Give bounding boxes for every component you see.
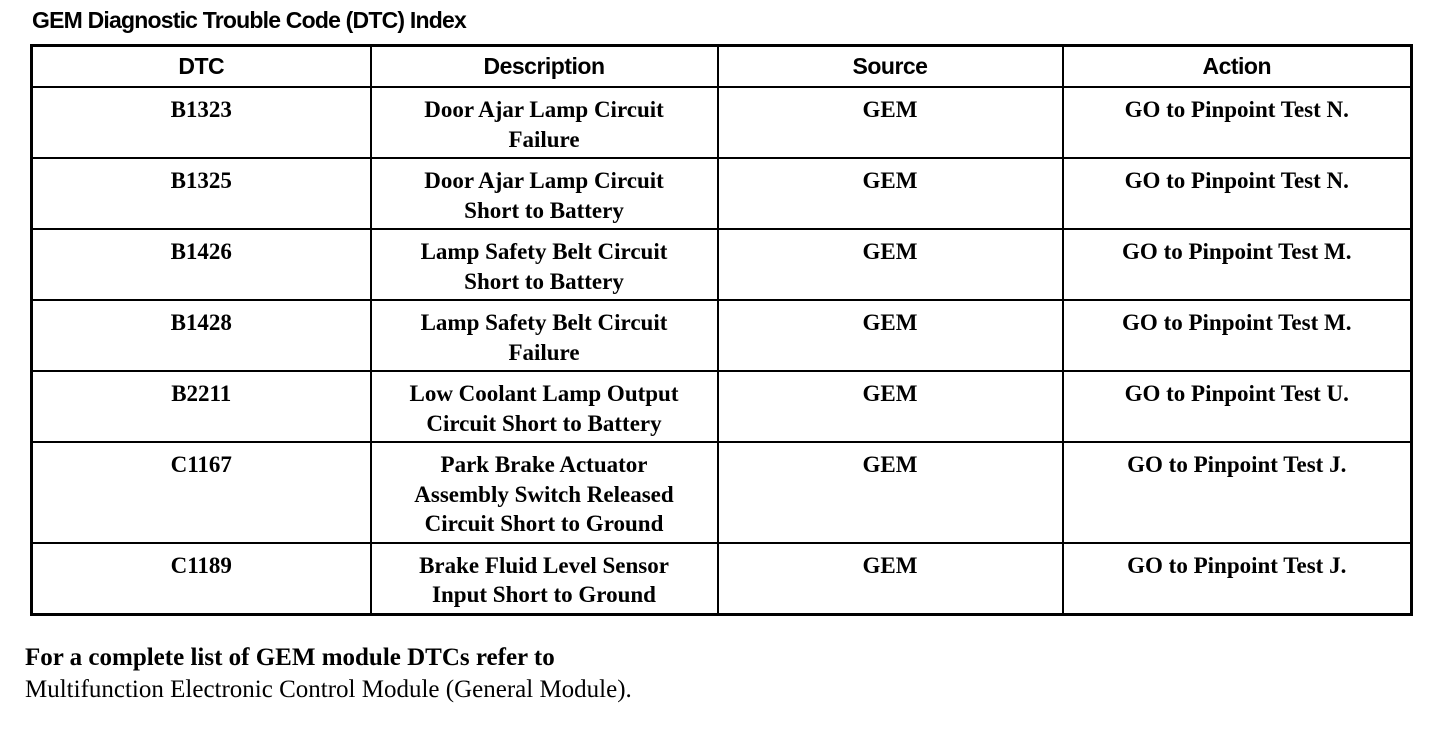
footer-note-line-2: Multifunction Electronic Control Module (General Module). [25,676,632,703]
description-line: Circuit Short to Ground [424,511,664,536]
dtc-action: GO to Pinpoint Test U. [1063,371,1412,442]
dtc-source: GEM [718,300,1063,371]
dtc-description [371,300,718,371]
description-line: Park Brake Actuator [440,452,648,477]
dtc-code: B1325 [32,158,371,229]
dtc-source: GEM [718,158,1063,229]
description-line: Low Coolant Lamp Output [409,381,679,406]
table-row [32,371,1412,442]
table-row [32,543,1412,615]
dtc-action: GO to Pinpoint Test J. [1063,442,1412,543]
dtc-description [371,371,718,442]
dtc-source: GEM [718,87,1063,158]
dtc-code: B1428 [32,300,371,371]
column-header-description: Description [371,46,718,88]
dtc-description [371,229,718,300]
dtc-code: C1167 [32,442,371,543]
description-line: Lamp Safety Belt Circuit [420,310,668,335]
description-line: Input Short to Ground [432,582,656,607]
table-row [32,442,1412,543]
description-line: Failure [508,339,580,365]
description-line: Short to Battery [464,268,624,294]
column-header-action: Action [1063,46,1412,88]
description-line: Assembly Switch Released [414,481,674,507]
dtc-code: C1189 [32,543,371,615]
description-line: Door Ajar Lamp Circuit [424,168,664,193]
page-title: GEM Diagnostic Trouble Code (DTC) Index [32,7,466,33]
dtc-description [371,87,718,158]
dtc-action: GO to Pinpoint Test J. [1063,543,1412,615]
dtc-source: GEM [718,442,1063,543]
dtc-source: GEM [718,229,1063,300]
table-row [32,87,1412,158]
description-line: Failure [508,126,580,152]
dtc-description [371,158,718,229]
dtc-code: B1323 [32,87,371,158]
footer-note-line-1: For a complete list of GEM module DTCs refer to [25,644,555,671]
column-header-source: Source [718,46,1063,88]
description-line: Short to Battery [464,197,624,223]
description-line: Circuit Short to Battery [426,410,662,436]
footer-note [25,642,632,706]
dtc-code: B1426 [32,229,371,300]
description-line: Lamp Safety Belt Circuit [420,239,668,264]
dtc-description [371,442,718,543]
dtc-source: GEM [718,371,1063,442]
description-line: Door Ajar Lamp Circuit [424,97,664,122]
dtc-action: GO to Pinpoint Test M. [1063,300,1412,371]
dtc-source: GEM [718,543,1063,615]
dtc-index-table [30,44,1413,616]
table-row [32,229,1412,300]
dtc-code: B2211 [32,371,371,442]
table-row [32,158,1412,229]
dtc-action: GO to Pinpoint Test M. [1063,229,1412,300]
table-header-row [32,46,1412,88]
dtc-action: GO to Pinpoint Test N. [1063,87,1412,158]
column-header-dtc: DTC [32,46,371,88]
description-line: Brake Fluid Level Sensor [419,552,669,578]
dtc-description [371,543,718,615]
table-row [32,300,1412,371]
dtc-action: GO to Pinpoint Test N. [1063,158,1412,229]
